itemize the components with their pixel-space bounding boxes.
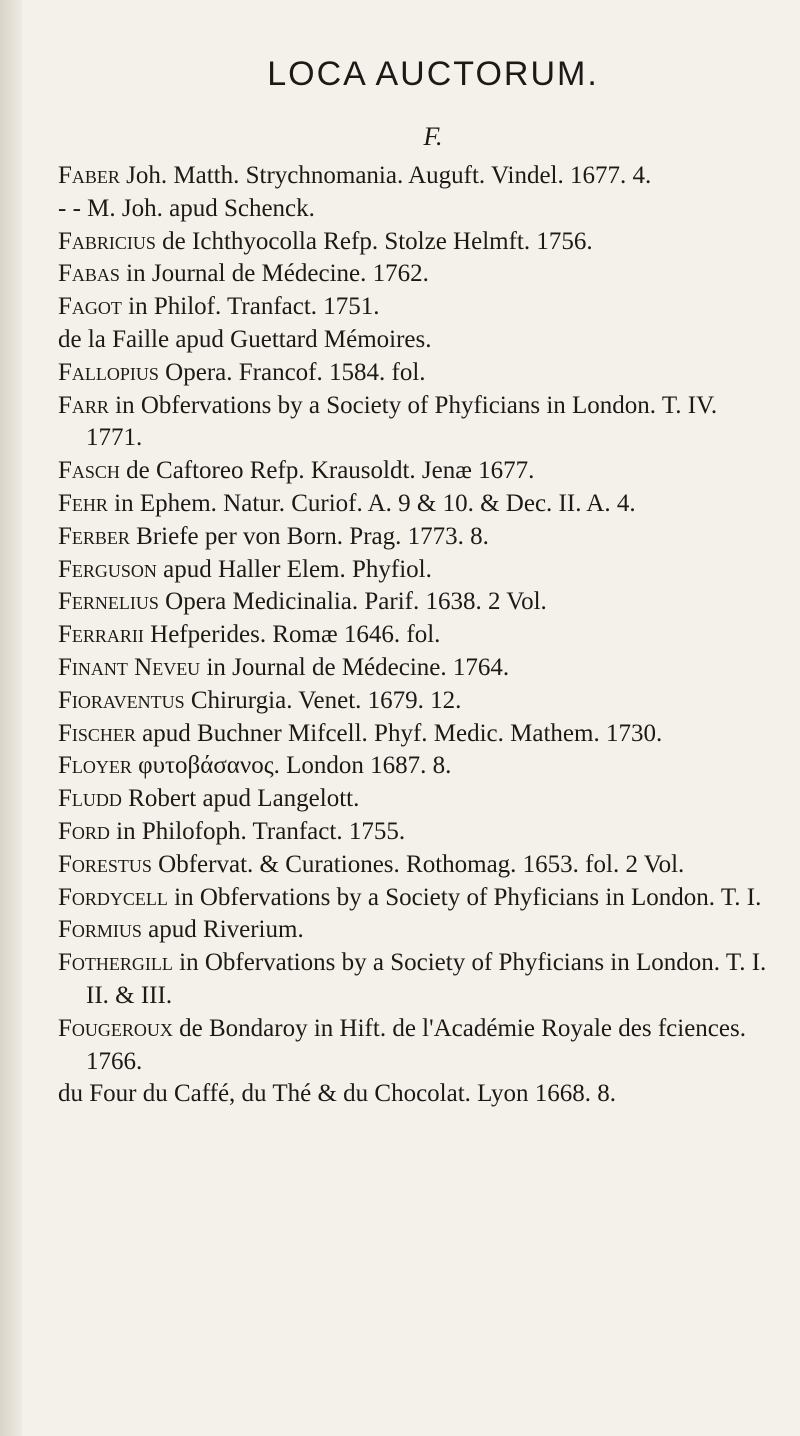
entry — [58, 914, 778, 947]
entry-text: in Obfervations by a Society of Phyficians in London. T. I. — [167, 883, 762, 911]
entry-text: de la Faille apud Guettard Mémoires. — [58, 325, 432, 353]
entry — [58, 390, 778, 456]
page — [58, 55, 778, 1111]
entry-text: φυτοβάσανος. London 1687. 8. — [131, 752, 452, 780]
entry — [58, 783, 778, 816]
entry-text: Hefperides. Romæ 1646. fol. — [143, 621, 441, 649]
entry — [58, 193, 778, 226]
entry — [58, 357, 778, 390]
entry-name: Ferrarii — [58, 621, 144, 649]
entry — [58, 226, 778, 259]
entry — [58, 1013, 778, 1079]
entry-name: Fabas — [58, 260, 120, 288]
entry-name: Fabricius — [58, 227, 156, 255]
entry-text: in Journal de Médecine. 1762. — [119, 260, 429, 288]
entry — [58, 586, 778, 619]
entry-name: Fallopius — [58, 358, 159, 386]
entry-text: apud Haller Elem. Phyfiol. — [156, 555, 432, 583]
entry — [58, 947, 778, 1013]
entry-text: Obfervat. & Curationes. Rothomag. 1653. fol. 2 Vol. — [151, 850, 685, 878]
entry-text: Briefe per von Born. Prag. 1773. 8. — [129, 522, 489, 550]
entry-text: apud Riverium. — [141, 916, 304, 944]
entry — [58, 455, 778, 488]
entry-text: de Bondaroy in Hift. de l'Académie Royale des fciences. 1766. — [86, 1014, 746, 1075]
entry-text: Opera. Francof. 1584. fol. — [158, 358, 426, 386]
entry-text: apud Buchner Mifcell. Phyf. Medic. Mathem. 1730. — [135, 719, 663, 747]
entry — [58, 619, 778, 652]
entry-name: Ford — [58, 817, 110, 845]
entry-text: de Caftoreo Refp. Krausoldt. Jenæ 1677. — [119, 457, 535, 485]
entry-name: Ferguson — [58, 555, 157, 583]
page-gutter-shadow — [0, 0, 22, 1436]
entry-name: Fougeroux — [58, 1014, 173, 1042]
entry — [58, 750, 778, 783]
entry-text: Robert apud Langelott. — [121, 785, 360, 813]
entry — [58, 324, 778, 357]
entry-text: in Obfervations by a Society of Phyficians in London. T. IV. 1771. — [86, 391, 718, 452]
entry-name: Finant Neveu — [58, 653, 201, 681]
page-header: LOCA AUCTORUM. — [267, 55, 599, 93]
entry-list — [58, 160, 778, 1111]
entry — [58, 816, 778, 849]
entry — [58, 1078, 778, 1111]
entry-name: Ferber — [58, 522, 130, 550]
entry-name: Farr — [58, 391, 109, 419]
entry-name: Fehr — [58, 489, 108, 517]
entry — [58, 488, 778, 521]
entry-name: Formius — [58, 916, 142, 944]
entry-text: in Philofoph. Tranfact. 1755. — [109, 817, 406, 845]
entry — [58, 521, 778, 554]
section-letter: F. — [423, 122, 443, 151]
entry — [58, 291, 778, 324]
entry-name: Faber — [58, 162, 120, 189]
entry-text: de Ichthyocolla Refp. Stolze Helmft. 1756. — [155, 227, 593, 255]
entry — [58, 849, 778, 882]
entry — [58, 652, 778, 685]
entry — [58, 554, 778, 587]
entry-text: in Philof. Tranfact. 1751. — [121, 293, 380, 321]
entry-text: Opera Medicinalia. Parif. 1638. 2 Vol. — [158, 588, 547, 616]
entry-text: in Ephem. Natur. Curiof. A. 9 & 10. & Dec. II. A. 4. — [107, 489, 636, 517]
entry-name: Fischer — [58, 719, 136, 747]
entry-name: Fordycell — [58, 883, 168, 911]
entry-name: Fernelius — [58, 588, 159, 616]
entry-name: Fludd — [58, 785, 122, 813]
entry-text: Chirurgia. Venet. 1679. 12. — [184, 686, 462, 714]
entry-name: Fasch — [58, 457, 120, 485]
entry — [58, 258, 778, 291]
entry — [58, 718, 778, 751]
entry-text: in Obfervations by a Society of Phyficians in London. T. I. II. & III. — [86, 949, 767, 1009]
entry-text: Joh. Matth. Strychnomania. Auguft. Vindel. 1677. 4. — [119, 162, 652, 189]
entry-name: Forestus — [58, 850, 152, 878]
entry-name: Floyer — [58, 752, 132, 780]
entry-text: in Journal de Médecine. 1764. — [200, 653, 510, 681]
entry-name: Fagot — [58, 293, 122, 321]
entry-name: Fothergill — [58, 949, 173, 977]
entry-text: - - M. Joh. apud Schenck. — [58, 194, 315, 222]
entry — [58, 685, 778, 718]
entry — [58, 160, 778, 193]
entry — [58, 882, 778, 915]
entry-text: du Four du Caffé, du Thé & du Chocolat. Lyon 1668. 8. — [58, 1080, 617, 1108]
entry-name: Fioraventus — [58, 686, 185, 714]
